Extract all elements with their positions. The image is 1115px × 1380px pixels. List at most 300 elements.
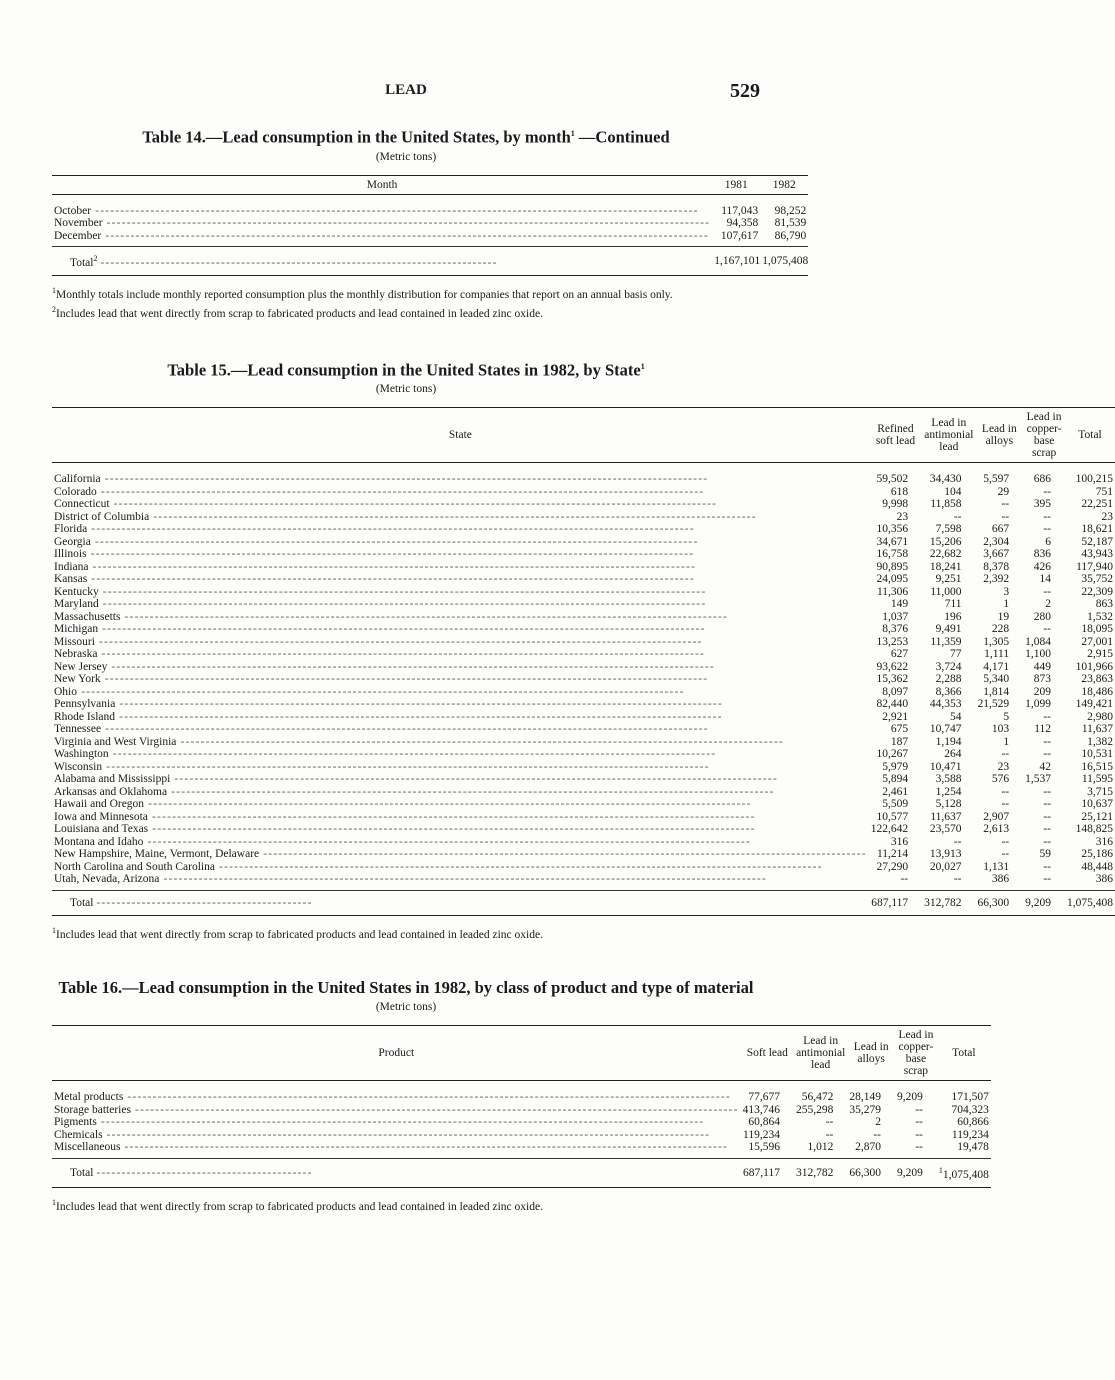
cell: 66,300 xyxy=(976,890,1024,916)
cell: 5,979 xyxy=(882,760,909,773)
cell: 11,000 xyxy=(930,585,962,598)
cell: -- xyxy=(1001,748,1010,761)
table-row xyxy=(52,598,1115,611)
row-label: Storage batteries ------------------------------------------------------------------------------------------------------------------------ xyxy=(54,1103,739,1116)
cell: 98,252 xyxy=(774,204,807,217)
cell: 119,234 xyxy=(743,1128,780,1141)
cell: 48,448 xyxy=(1081,860,1114,873)
cell: 2,907 xyxy=(983,810,1010,823)
cell: 18,241 xyxy=(929,560,962,573)
cell: 449 xyxy=(1033,660,1052,673)
cell: -- xyxy=(825,1116,834,1129)
row-label: Indiana ------------------------------------------------------------------------------------------------------------------------ xyxy=(54,560,697,573)
cell: 24,095 xyxy=(876,573,909,586)
cell: 255,298 xyxy=(795,1103,834,1116)
table-row xyxy=(52,636,1115,649)
cell: 3,724 xyxy=(935,660,962,673)
cell: 687,117 xyxy=(869,890,922,916)
cell: 1,194 xyxy=(935,735,962,748)
cell: 11,359 xyxy=(930,635,962,648)
cell: -- xyxy=(1001,785,1010,798)
table-row xyxy=(52,861,1115,874)
cell: 4,171 xyxy=(983,660,1010,673)
cell: 1,254 xyxy=(935,785,962,798)
cell: 3 xyxy=(1003,585,1010,598)
cell: -- xyxy=(900,873,909,886)
cell: 27,290 xyxy=(876,860,909,873)
table14 xyxy=(52,175,808,277)
cell: $^1$1,075,408 xyxy=(937,1158,991,1187)
cell: 93,622 xyxy=(876,660,909,673)
table16-title: Table 16.—Lead consumption in the United States in 1982, by class of product and type of material xyxy=(58,978,754,998)
row-label: Colorado ------------------------------------------------------------------------------------------------------------------------ xyxy=(54,485,705,498)
table15 xyxy=(52,407,1115,916)
cell: 23,570 xyxy=(929,823,962,836)
table-row xyxy=(52,463,1115,486)
cell: 13,253 xyxy=(876,635,909,648)
cell: 148,825 xyxy=(1075,823,1114,836)
table16-total-row xyxy=(52,1158,991,1187)
cell: 19,478 xyxy=(957,1141,989,1154)
row-label: Massachusetts ------------------------------------------------------------------------------------------------------------------------ xyxy=(54,610,729,623)
table-row xyxy=(52,623,1115,636)
cell: 149,421 xyxy=(1075,698,1114,711)
cell: 10,471 xyxy=(929,760,962,773)
cell: 1 xyxy=(1003,598,1010,611)
cell: 81,539 xyxy=(774,217,807,229)
cell: -- xyxy=(915,1116,923,1129)
cell: 104 xyxy=(944,485,962,498)
table-row xyxy=(52,1141,991,1158)
cell: 1,012 xyxy=(807,1141,834,1154)
row-label: Tennessee ------------------------------------------------------------------------------------------------------------------------ xyxy=(54,723,709,736)
table-row xyxy=(52,736,1115,749)
table-row xyxy=(52,686,1115,699)
cell: 2,461 xyxy=(882,785,909,798)
cell: 10,577 xyxy=(876,810,909,823)
col-header: 1982 xyxy=(760,175,808,194)
table-row xyxy=(52,573,1115,586)
cell: -- xyxy=(1043,735,1052,748)
table-row xyxy=(52,511,1115,524)
running-title: LEAD xyxy=(385,82,427,98)
col-header: Lead in antimonial lead xyxy=(922,408,975,463)
cell: 101,966 xyxy=(1075,660,1114,673)
table-row xyxy=(52,486,1115,499)
cell: -- xyxy=(1043,710,1052,723)
cell: 2,288 xyxy=(935,673,962,686)
row-label: Missouri ------------------------------------------------------------------------------------------------------------------------ xyxy=(54,635,703,648)
cell: 77 xyxy=(950,648,962,661)
cell: -- xyxy=(1043,623,1052,636)
table16-units: (Metric tons) xyxy=(375,1001,437,1014)
cell: -- xyxy=(1043,785,1052,798)
cell: 863 xyxy=(1095,598,1114,611)
cell: 2 xyxy=(1045,598,1052,611)
row-label: Connecticut ------------------------------------------------------------------------------------------------------------------------ xyxy=(54,498,718,511)
cell: 9,209 xyxy=(1023,890,1065,916)
table-row xyxy=(52,498,1115,511)
cell: 34,430 xyxy=(929,473,962,486)
cell: -- xyxy=(1043,873,1052,886)
table-row xyxy=(52,586,1115,599)
cell: 2,613 xyxy=(983,823,1010,836)
page-number: 529 xyxy=(730,80,760,102)
cell: 5,509 xyxy=(882,798,909,811)
row-label: Chemicals ------------------------------------------------------------------------------------------------------------------------ xyxy=(54,1128,711,1141)
cell: 11,637 xyxy=(930,810,962,823)
row-label: Pennsylvania ------------------------------------------------------------------------------------------------------------------------ xyxy=(54,698,723,711)
cell: 711 xyxy=(944,598,962,611)
cell: 9,209 xyxy=(896,1091,923,1104)
cell: 8,097 xyxy=(882,685,909,698)
cell: 18,486 xyxy=(1081,685,1114,698)
cell: -- xyxy=(825,1128,834,1141)
row-label: Alabama and Mississippi ------------------------------------------------------------------------------------------------------------------------ xyxy=(54,773,778,786)
cell: 686 xyxy=(1033,473,1052,486)
cell: 187 xyxy=(890,735,909,748)
table-row xyxy=(52,217,808,230)
cell: 873 xyxy=(1033,673,1052,686)
table-row xyxy=(52,823,1115,836)
cell: 395 xyxy=(1033,498,1052,511)
table14-footnote-1: $^1$Monthly totals include monthly reported consumption plus the monthly distribution for companies that report on an annual basis only. xyxy=(52,286,673,302)
cell: -- xyxy=(1043,748,1052,761)
col-header: State xyxy=(52,408,869,463)
cell: 122,642 xyxy=(870,823,909,836)
row-label: Kentucky ------------------------------------------------------------------------------------------------------------------------ xyxy=(54,585,707,598)
col-header: Total xyxy=(1065,408,1115,463)
cell: 618 xyxy=(890,485,909,498)
cell: 1,382 xyxy=(1087,735,1114,748)
table-row xyxy=(52,673,1115,686)
table-row xyxy=(52,536,1115,549)
col-header: Refined soft lead xyxy=(869,408,922,463)
cell: 5 xyxy=(1003,710,1010,723)
cell: 751 xyxy=(1095,485,1114,498)
table16-section xyxy=(52,978,989,1214)
cell: 35,752 xyxy=(1081,573,1114,586)
cell: 667 xyxy=(991,523,1010,536)
table14-title: Table 14.—Lead consumption in the United States, by month$^1$ —Continued xyxy=(142,127,670,147)
cell: 100,215 xyxy=(1075,473,1114,486)
table15-footnote: $^1$Includes lead that went directly from scrap to fabricated products and lead contained in leaded zinc oxide. xyxy=(52,926,543,942)
cell: 27,001 xyxy=(1081,635,1114,648)
cell: -- xyxy=(915,1141,923,1154)
cell: -- xyxy=(1043,823,1052,836)
cell: 1,037 xyxy=(882,610,909,623)
table15-section xyxy=(52,357,1114,942)
table14-section xyxy=(52,124,809,321)
cell: 627 xyxy=(890,648,909,661)
table-row xyxy=(52,773,1115,786)
cell: 11,595 xyxy=(1081,773,1114,786)
table-row xyxy=(52,748,1115,761)
cell: 59,502 xyxy=(876,473,909,486)
table-row xyxy=(52,848,1115,861)
cell: 21,529 xyxy=(977,698,1010,711)
cell: 1,537 xyxy=(1025,773,1052,786)
cell: 5,894 xyxy=(882,773,909,786)
row-label: Total ------------------------------------------- xyxy=(52,890,869,916)
cell: 13,913 xyxy=(929,848,962,861)
row-label: District of Columbia ------------------------------------------------------------------------------------------------------------------------ xyxy=(54,510,757,523)
cell: 14 xyxy=(1039,573,1052,586)
cell: 1,167,101 xyxy=(712,247,760,276)
row-label: Total ------------------------------------------- xyxy=(52,1158,741,1187)
cell: -- xyxy=(953,510,962,523)
cell: 1,814 xyxy=(983,685,1010,698)
table-row xyxy=(52,548,1115,561)
row-label: Georgia ------------------------------------------------------------------------------------------------------------------------ xyxy=(54,535,699,548)
cell: 15,362 xyxy=(876,673,909,686)
table-row xyxy=(52,1081,991,1104)
col-header: Lead in alloys xyxy=(847,1026,895,1081)
cell: 52,187 xyxy=(1081,535,1114,548)
document-page xyxy=(52,78,1114,1214)
row-label: Utah, Nevada, Arizona ------------------------------------------------------------------------------------------------------------------------ xyxy=(54,873,768,886)
cell: 1,100 xyxy=(1025,648,1052,661)
cell: 107,617 xyxy=(720,229,759,242)
cell: 90,895 xyxy=(876,560,909,573)
table-row xyxy=(52,194,808,217)
row-label: Ohio ------------------------------------------------------------------------------------------------------------------------ xyxy=(54,685,685,698)
cell: 11,306 xyxy=(876,585,909,598)
col-header: Month xyxy=(52,175,712,194)
cell: 16,758 xyxy=(876,548,909,561)
cell: 60,864 xyxy=(748,1116,780,1129)
cell: 23 xyxy=(997,760,1010,773)
row-label: Metal products ------------------------------------------------------------------------------------------------------------------------ xyxy=(54,1091,731,1104)
cell: 2,870 xyxy=(855,1141,881,1154)
row-label: California ------------------------------------------------------------------------------------------------------------------------ xyxy=(54,473,709,486)
cell: -- xyxy=(1001,835,1010,848)
cell: -- xyxy=(1043,485,1052,498)
cell: 25,186 xyxy=(1081,848,1114,861)
cell: 2,980 xyxy=(1087,710,1114,723)
table-row xyxy=(52,1116,991,1129)
cell: 3,667 xyxy=(983,548,1010,561)
table14-total-row xyxy=(52,247,808,276)
cell: 2 xyxy=(875,1116,881,1129)
row-label: November ------------------------------------------------------------------------------------------------------------------------ xyxy=(54,217,711,229)
cell: 112 xyxy=(1034,723,1052,736)
cell: 86,790 xyxy=(774,229,807,242)
cell: 22,251 xyxy=(1081,498,1114,511)
cell: -- xyxy=(1043,585,1052,598)
col-header: Total xyxy=(937,1026,991,1081)
cell: -- xyxy=(1043,860,1052,873)
cell: 704,323 xyxy=(951,1103,989,1116)
cell: 22,309 xyxy=(1081,585,1114,598)
cell: 5,128 xyxy=(935,798,962,811)
cell: 196 xyxy=(944,610,962,623)
cell: 1,131 xyxy=(983,860,1010,873)
table14-body xyxy=(52,194,808,247)
row-label: Florida ------------------------------------------------------------------------------------------------------------------------ xyxy=(54,523,695,536)
cell: 2,915 xyxy=(1087,648,1114,661)
cell: 10,267 xyxy=(876,748,909,761)
cell: 316 xyxy=(1095,835,1114,848)
cell: 11,637 xyxy=(1081,723,1114,736)
cell: -- xyxy=(1001,848,1010,861)
table-row xyxy=(52,1129,991,1142)
table-row xyxy=(52,786,1115,799)
cell: 149 xyxy=(890,598,909,611)
cell: 3,715 xyxy=(1087,785,1114,798)
table15-title: Table 15.—Lead consumption in the United States in 1982, by State$^1$ xyxy=(167,360,645,380)
cell: -- xyxy=(1043,810,1052,823)
cell: 15,206 xyxy=(929,535,962,548)
table-row xyxy=(52,611,1115,624)
cell: 576 xyxy=(991,773,1010,786)
cell: -- xyxy=(873,1128,881,1141)
cell: 23 xyxy=(896,510,909,523)
cell: 23 xyxy=(1101,510,1114,523)
cell: 117,940 xyxy=(1076,560,1114,573)
col-header: Lead in antimonial lead xyxy=(794,1026,847,1081)
cell: 3,588 xyxy=(935,773,962,786)
cell: -- xyxy=(915,1103,923,1116)
cell: 312,782 xyxy=(794,1158,847,1187)
row-label: North Carolina and South Carolina ------------------------------------------------------------------------------------------------------------------------ xyxy=(54,860,823,873)
cell: 54 xyxy=(950,710,962,723)
table15-units: (Metric tons) xyxy=(375,383,437,396)
table-row xyxy=(52,723,1115,736)
cell: 34,671 xyxy=(876,535,909,548)
cell: 2,392 xyxy=(983,573,1010,586)
cell: 9,998 xyxy=(882,498,909,511)
cell: 687,117 xyxy=(741,1158,794,1187)
cell: 56,472 xyxy=(801,1091,834,1104)
cell: 15,596 xyxy=(748,1141,780,1154)
cell: -- xyxy=(1043,523,1052,536)
table-row xyxy=(52,761,1115,774)
row-label: Illinois ------------------------------------------------------------------------------------------------------------------------ xyxy=(54,548,695,561)
row-label: Louisiana and Texas ------------------------------------------------------------------------------------------------------------------------ xyxy=(54,823,756,836)
cell: 280 xyxy=(1033,610,1052,623)
cell: 1 xyxy=(1003,735,1010,748)
table-row xyxy=(52,836,1115,849)
cell: 316 xyxy=(890,835,909,848)
row-label: Washington ------------------------------------------------------------------------------------------------------------------------ xyxy=(54,748,717,761)
table16 xyxy=(52,1025,991,1188)
row-label: Virginia and West Virginia ------------------------------------------------------------------------------------------------------------------------ xyxy=(54,735,785,748)
cell: -- xyxy=(1043,798,1052,811)
cell: 1,084 xyxy=(1025,635,1052,648)
cell: 228 xyxy=(991,623,1010,636)
table-row xyxy=(52,523,1115,536)
cell: 1,075,408 xyxy=(1065,890,1115,916)
cell: 60,866 xyxy=(957,1116,989,1129)
table-row xyxy=(52,561,1115,574)
table-row xyxy=(52,661,1115,674)
cell: 7,598 xyxy=(935,523,962,536)
row-label: Kansas ------------------------------------------------------------------------------------------------------------------------ xyxy=(54,573,695,586)
row-label: Hawaii and Oregon ------------------------------------------------------------------------------------------------------------------------ xyxy=(54,798,752,811)
row-label: Nebraska ------------------------------------------------------------------------------------------------------------------------ xyxy=(54,648,706,661)
row-label: Wisconsin ------------------------------------------------------------------------------------------------------------------------ xyxy=(54,760,710,773)
row-label: Iowa and Minnesota ------------------------------------------------------------------------------------------------------------------------ xyxy=(54,810,756,823)
col-header: Soft lead xyxy=(741,1026,794,1081)
page-header xyxy=(52,78,760,108)
cell: 9,251 xyxy=(935,573,962,586)
cell: 117,043 xyxy=(721,204,759,217)
cell: 18,621 xyxy=(1081,523,1114,536)
table16-body xyxy=(52,1081,991,1159)
cell: 28,149 xyxy=(849,1091,881,1104)
col-header: 1981 xyxy=(712,175,760,194)
cell: 9,491 xyxy=(935,623,962,636)
cell: 77,677 xyxy=(748,1091,780,1104)
cell: 20,027 xyxy=(929,860,962,873)
cell: 9,209 xyxy=(895,1158,937,1187)
cell: -- xyxy=(1043,835,1052,848)
table-row xyxy=(52,711,1115,724)
cell: 209 xyxy=(1033,685,1052,698)
row-label: Maryland ------------------------------------------------------------------------------------------------------------------------ xyxy=(54,598,707,611)
table-row xyxy=(52,873,1115,890)
table14-footnote-2: $^2$Includes lead that went directly from scrap to fabricated products and lead contained in leaded zinc oxide. xyxy=(52,305,543,320)
cell: 675 xyxy=(890,723,909,736)
row-label: Total$^2$ ------------------------------------------------------------------------------- xyxy=(52,247,712,276)
cell: -- xyxy=(1001,498,1010,511)
table15-total-row xyxy=(52,890,1115,916)
row-label: December ------------------------------------------------------------------------------------------------------------------------ xyxy=(54,229,709,242)
row-label: Michigan ------------------------------------------------------------------------------------------------------------------------ xyxy=(54,623,706,636)
row-label: Montana and Idaho ------------------------------------------------------------------------------------------------------------------------ xyxy=(54,835,752,848)
cell: -- xyxy=(953,873,962,886)
cell: 8,378 xyxy=(983,560,1010,573)
cell: 386 xyxy=(991,873,1010,886)
cell: 1,099 xyxy=(1025,698,1052,711)
col-header: Lead in alloys xyxy=(976,408,1024,463)
cell: -- xyxy=(915,1128,923,1141)
cell: 264 xyxy=(944,748,962,761)
cell: 8,376 xyxy=(882,623,909,636)
table15-body xyxy=(52,463,1115,891)
cell: 103 xyxy=(991,723,1010,736)
cell: 119,234 xyxy=(951,1128,989,1141)
cell: 44,353 xyxy=(929,698,962,711)
row-label: Rhode Island ------------------------------------------------------------------------------------------------------------------------ xyxy=(54,710,723,723)
row-label: New Jersey ------------------------------------------------------------------------------------------------------------------------ xyxy=(54,660,715,673)
row-label: Miscellaneous ------------------------------------------------------------------------------------------------------------------------ xyxy=(54,1141,729,1154)
cell: 35,279 xyxy=(849,1103,881,1116)
cell: 1,111 xyxy=(984,648,1010,661)
table-row xyxy=(52,698,1115,711)
cell: 413,746 xyxy=(742,1103,780,1116)
cell: 2,921 xyxy=(882,710,909,723)
cell: 2,304 xyxy=(983,535,1010,548)
row-label: Arkansas and Oklahoma ------------------------------------------------------------------------------------------------------------------------ xyxy=(54,785,775,798)
cell: 10,356 xyxy=(876,523,909,536)
cell: 11,214 xyxy=(876,848,909,861)
cell: 1,075,408 xyxy=(760,247,808,276)
cell: 42 xyxy=(1039,760,1052,773)
cell: 836 xyxy=(1033,548,1052,561)
cell: -- xyxy=(953,835,962,848)
cell: 312,782 xyxy=(922,890,975,916)
cell: 23,863 xyxy=(1081,673,1114,686)
col-header: Lead in copper-base scrap xyxy=(895,1026,937,1081)
cell: 82,440 xyxy=(876,698,909,711)
table16-footnote: $^1$Includes lead that went directly from scrap to fabricated products and lead contained in leaded zinc oxide. xyxy=(52,1198,543,1213)
table-row xyxy=(52,648,1115,661)
cell: 5,340 xyxy=(983,673,1010,686)
cell: 66,300 xyxy=(847,1158,895,1187)
cell: 426 xyxy=(1033,560,1052,573)
